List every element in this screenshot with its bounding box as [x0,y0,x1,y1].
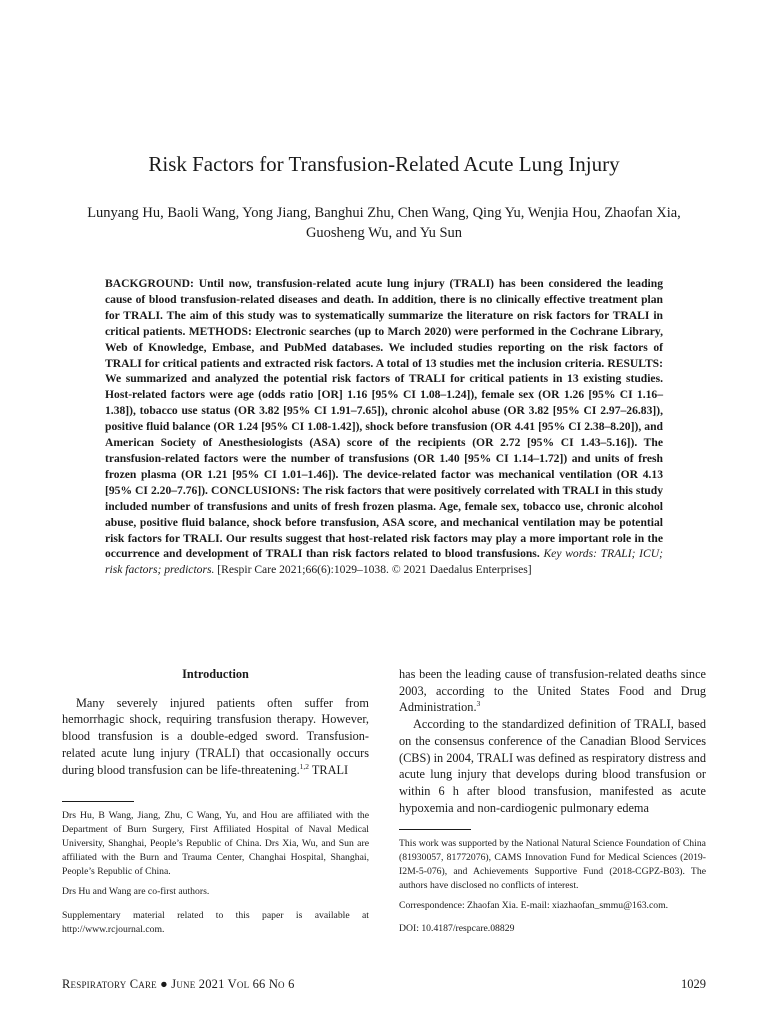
footnote-affiliations: Drs Hu, B Wang, Jiang, Zhu, C Wang, Yu, and Hou are affiliated with the Department of Burn Surgery, First Affiliated Hospital of Naval Medical University, Shanghai, People’s Republic of China. Drs Xia, Wu, and Sun are affiliated with the Burn and Trauma Center, Changhai Hospital, Shanghai, People’s Republic of China. [62,810,369,878]
journal-name: Respiratory Care [62,977,157,991]
article-title: Risk Factors for Transfusion-Related Acute Lung Injury [148,152,620,176]
intro-paragraph-2: According to the standardized definition of TRALI, based on the consensus conference of the Canadian Blood Services (CBS) in 2004, TRALI was defined as respiratory distress and acute lung injury that develops during blood transfusion or within 6 h after blood transfusion, manifested as acute hypoxemia and non-cardiogenic pulmonary edema [399,717,706,815]
running-footer [62,977,295,992]
footnote-correspondence: Correspondence: Zhaofan Xia. E-mail: xiazhaofan_smmu@163.com. [399,900,669,911]
intro-paragraph-1: Many severely injured patients often suffer from hemorrhagic shock, requiring transfusion therapy. However, blood transfusion is a double-edged sword. Transfusion-related acute lung injury (TRALI) that occasionally occurs during blood transfusion can be life-threatening.$^{1,2}$ TRALI [62,695,369,777]
abstract-citation: [Respir Care 2021;66(6):1029–1038. © 2021 Daedalus Enterprises] [217,563,532,577]
footnote-doi: DOI: 10.4187/respcare.08829 [399,923,515,934]
intro-paragraph-1-continued: has been the leading cause of transfusion-related deaths since 2003, according to the United States Food and Drug Administration.$^3$ [399,667,706,715]
footnote-funding: This work was supported by the National Natural Science Foundation of China (81930057, 81772076), CAMS Innovation Fund for Medical Sciences (2019-I2M-5-076), and Achievements Supportive Fund (2018-CGPZ-B03). The authors have disclosed no conflicts of interest. [399,838,706,892]
abstract-body: BACKGROUND: Until now, transfusion-related acute lung injury (TRALI) has been considered the leading cause of blood transfusion-related diseases and death. In addition, there is no clinically effective treatment plan for TRALI. The aim of this study was to systematically summarize the literature on risk factors for TRALI in critical patients. METHODS: Electronic searches (up to March 2020) were performed in the Cochrane Library, Web of Knowledge, Embase, and PubMed databases. We included studies reporting on the risk factors of TRALI for critical patients and extracted risk factors. A total of 13 studies met the inclusion criteria. RESULTS: We summarized and analyzed the potential risk factors of TRALI for critical patients in 13 existing studies. Host-related factors were age (odds ratio [OR] 1.16 [95% CI 1.08–1.24]), female sex (OR 1.26 [95% CI 1.16–1.38]), tobacco use status (OR 3.82 [95% CI 1.91–7.65]), chronic alcohol abuse (OR 3.82 [95% CI 2.97–26.83]), positive fluid balance (OR 1.24 [95% CI 1.08-1.42]), shock before transfusion (OR 4.41 [95% CI 2.38–8.20]), and American Society of Anesthesiologists (ASA) score of the recipients (OR 2.72 [95% CI 1.43–5.16]). The transfusion-related factors were the number of transfusions (OR 1.40 [95% CI 1.14–1.72]) and units of fresh frozen plasma (OR 1.21 [95% CI 1.01–1.46]). The device-related factor was mechanical ventilation (OR 4.13 [95% CI 2.20–7.76]). CONCLUSIONS: The risk factors that were positively correlated with TRALI in this study included number of transfusions and units of fresh frozen plasma. Age, female sex, tobacco use, chronic alcohol abuse, positive fluid balance, shock before transfusion, ASA score, and mechanical ventilation may be potential risk factors for TRALI. Our results suggest that host-related risk factors may play a more important role in the occurrence and development of TRALI than risk factors related to blood transfusions. [105,277,663,561]
footnote-rule-left [62,801,134,802]
page-number: 1029 [681,977,706,991]
author-list: Lunyang Hu, Baoli Wang, Yong Jiang, Banghui Zhu, Chen Wang, Qing Yu, Wenjia Hou, Zhaofan Xia, Guosheng Wu, and Yu Sun [87,205,681,241]
left-column [62,666,369,778]
abstract-keywords: Key words: TRALI; ICU; risk factors; predictors. [105,547,664,577]
right-column [399,666,706,816]
reference-superscript: 1,2 [299,761,310,771]
footnote-supplementary: Supplementary material related to this paper is available at http://www.rcjournal.com. [62,910,369,936]
footer-bullet: ● [156,977,172,991]
footnote-cofirst: Drs Hu and Wang are co-first authors. [62,886,210,897]
footnote-rule-right [399,829,471,830]
section-heading-introduction: Introduction [182,667,249,681]
reference-superscript: 3 [476,699,481,709]
issue-info: June 2021 Vol 66 No 6 [171,977,295,991]
abstract [105,276,663,578]
